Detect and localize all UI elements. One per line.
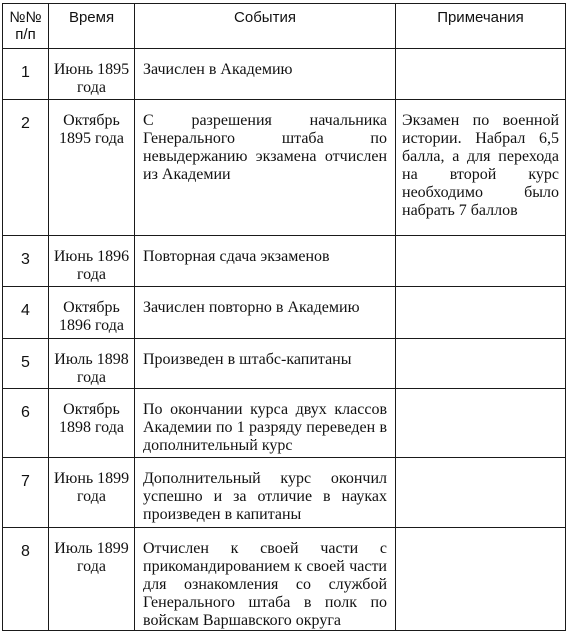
document-page [2, 3, 565, 631]
row-number-cell [3, 528, 49, 631]
row-number: 6 [21, 404, 30, 421]
row-time-cell [49, 287, 135, 339]
row-note [396, 339, 565, 351]
row-event-cell [135, 100, 396, 236]
header-event: События [135, 4, 396, 49]
header-number: №№ п/п [3, 4, 49, 49]
row-note [396, 236, 565, 248]
service-record-table [2, 3, 566, 631]
header-time: Время [49, 4, 135, 49]
row-note [396, 287, 565, 299]
row-number-cell [3, 458, 49, 528]
row-event: С разрешения начальника Генерального штаба по невыдержанию экзамена отчислен из Академии [143, 112, 387, 183]
table-row [3, 339, 566, 389]
row-number-cell [3, 287, 49, 339]
row-time-cell [49, 458, 135, 528]
row-event-cell [135, 458, 396, 528]
row-number: 7 [21, 473, 30, 490]
row-event: Произведен в штабс-капитаны [143, 351, 352, 368]
row-event: Дополнительный курс окончил успешно и за отличие в науках произведен в капитаны [143, 470, 387, 523]
row-event-cell [135, 236, 396, 287]
row-note-cell [396, 458, 566, 528]
row-time: Октябрь 1898 года [59, 401, 124, 436]
row-number: 5 [21, 354, 30, 371]
row-event-cell [135, 389, 396, 458]
table-row [3, 49, 566, 100]
table-row [3, 287, 566, 339]
row-time: Июль 1899 года [54, 540, 129, 575]
table-row [3, 236, 566, 287]
row-note [396, 389, 565, 401]
row-note-cell [396, 287, 566, 339]
row-event: Зачислен в Академию [143, 61, 293, 78]
row-number-cell [3, 236, 49, 287]
row-number: 3 [21, 251, 30, 268]
row-time-cell [49, 100, 135, 236]
row-time-cell [49, 528, 135, 631]
header-row [3, 4, 566, 49]
row-event-cell [135, 528, 396, 631]
table-row [3, 528, 566, 631]
table-row [3, 389, 566, 458]
row-number-cell [3, 49, 49, 100]
row-note-cell [396, 100, 566, 236]
row-time: Июнь 1896 года [53, 248, 130, 283]
row-number: 4 [21, 302, 30, 319]
row-note-cell [396, 49, 566, 100]
row-event: По окончании курса двух классов Академии по 1 разряду переведен в дополнительный курс [143, 401, 387, 454]
row-note-cell [396, 528, 566, 631]
row-time: Июль 1898 года [54, 351, 129, 386]
row-number-cell [3, 389, 49, 458]
row-event: Отчислен к своей части с прикомандированием к своей части для ознакомления со службой Генерального штаба в полк по войскам Варшавского округа [143, 540, 387, 629]
row-note-cell [396, 389, 566, 458]
row-time-cell [49, 236, 135, 287]
row-time: Октябрь 1895 года [59, 112, 124, 147]
row-note [396, 49, 565, 61]
row-event: Повторная сдача экзаменов [143, 248, 330, 265]
row-number: 8 [21, 543, 30, 560]
row-number-cell [3, 100, 49, 236]
table-row [3, 458, 566, 528]
row-number: 2 [21, 115, 30, 132]
row-time-cell [49, 339, 135, 389]
row-time: Октябрь 1896 года [59, 299, 124, 334]
row-note: Экзамен по военной истории. Набрал 6,5 балла, а для перехода на второй курс необходимо было набрать 7 баллов [402, 112, 559, 219]
row-time-cell [49, 49, 135, 100]
row-time: Июнь 1895 года [53, 61, 130, 96]
row-time-cell [49, 389, 135, 458]
row-note-cell [396, 339, 566, 389]
row-event: Зачислен повторно в Академию [143, 299, 360, 316]
row-event-cell [135, 49, 396, 100]
row-note [396, 528, 565, 540]
row-event-cell [135, 339, 396, 389]
table-row [3, 100, 566, 236]
row-event-cell [135, 287, 396, 339]
header-note: Примечания [396, 4, 566, 49]
row-number: 1 [21, 64, 30, 81]
row-note-cell [396, 236, 566, 287]
row-note [396, 458, 565, 470]
row-time: Июнь 1899 года [53, 470, 130, 505]
row-number-cell [3, 339, 49, 389]
